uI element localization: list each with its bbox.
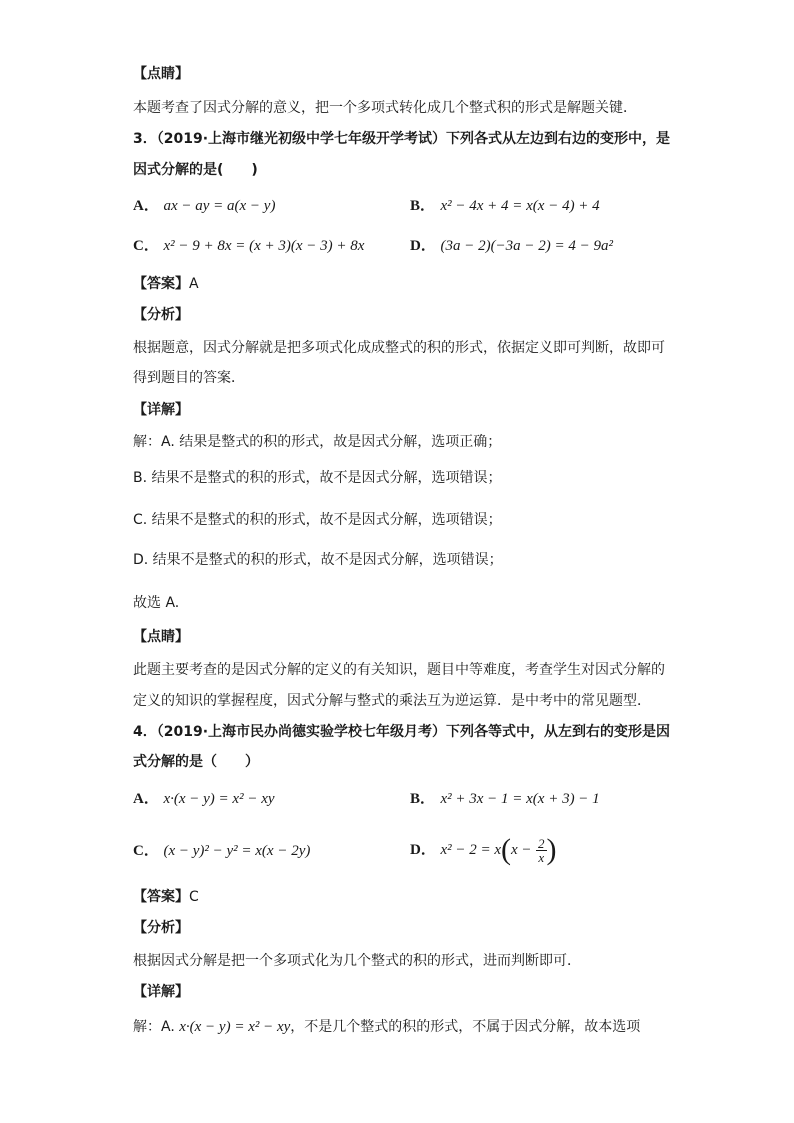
q4-option-d-inner: x − bbox=[511, 842, 532, 858]
q4-option-d-denominator: x bbox=[538, 849, 545, 865]
q3-conclusion: 故选 A. bbox=[133, 595, 180, 611]
q4-detail-a bbox=[133, 1017, 640, 1037]
q3-analysis-text: 根据题意，因式分解就是把多项式化成成整式的积的形式，依据定义即可判断，故即可 bbox=[133, 340, 665, 356]
q4-answer bbox=[133, 887, 199, 907]
q3-option-a-label: A． bbox=[133, 198, 159, 214]
q3-analysis-heading: 【分析】 bbox=[133, 307, 189, 323]
q4-option-a bbox=[133, 789, 275, 809]
q3-detail-b: B. 结果不是整式的积的形式，故不是因式分解，选项错误； bbox=[133, 470, 502, 486]
question-3-stem: 3．（2019·上海市继光初级中学七年级开学考试）下列各式从左边到右边的变形中，是 bbox=[133, 131, 671, 147]
q4-option-d-label: D． bbox=[410, 842, 436, 858]
q3-answer-value: A bbox=[189, 276, 199, 292]
q4-option-c-label: C． bbox=[133, 843, 159, 859]
dianjing-heading: 【点睛】 bbox=[133, 66, 189, 82]
q3-option-b-label: B． bbox=[410, 198, 436, 214]
q3-option-b-expr: x² − 4x + 4 = x(x − 4) + 4 bbox=[440, 198, 600, 214]
q3-option-c bbox=[133, 236, 364, 256]
q3-option-d-label: D． bbox=[410, 238, 436, 254]
q4-option-d-right-paren: ) bbox=[546, 833, 557, 866]
q4-option-c bbox=[133, 841, 310, 861]
q4-option-d-lhs: x² − 2 = x bbox=[440, 842, 502, 858]
q4-option-b-label: B． bbox=[410, 791, 436, 807]
q4-detail-a-prefix: 解：A. bbox=[133, 1019, 180, 1035]
dianjing-text: 本题考查了因式分解的意义，把一个多项式转化成几个整式积的形式是解题关键． bbox=[133, 100, 637, 116]
question-4-stem: 4．（2019·上海市民办尚德实验学校七年级月考）下列各等式中，从左到右的变形是因 bbox=[133, 724, 671, 740]
q3-detail-d: D. 结果不是整式的积的形式，故不是因式分解，选项错误； bbox=[133, 552, 503, 568]
q3-detail-a: 解：A. 结果是整式的积的形式，故是因式分解，选项正确； bbox=[133, 434, 502, 450]
q4-answer-value: C bbox=[189, 889, 199, 905]
q4-option-d bbox=[410, 828, 557, 872]
q4-analysis-text: 根据因式分解是把一个多项式化为几个整式的积的形式，进而判断即可． bbox=[133, 953, 581, 969]
q4-option-a-label: A． bbox=[133, 791, 159, 807]
q3-option-a bbox=[133, 196, 275, 216]
question-4-stem-cont: 式分解的是（ ） bbox=[133, 754, 259, 770]
q4-detail-a-suffix: ，不是几个整式的积的形式，不属于因式分解，故本选项 bbox=[290, 1019, 641, 1035]
q4-option-b bbox=[410, 789, 600, 809]
q3-option-d bbox=[410, 236, 613, 256]
q4-answer-tag: 【答案】 bbox=[133, 889, 189, 905]
q3-detail-heading: 【详解】 bbox=[133, 402, 189, 418]
q3-dianjing-text: 此题主要考查的是因式分解的定义的有关知识，题目中等难度，考查学生对因式分解的 bbox=[133, 662, 665, 678]
q4-option-d-fraction bbox=[536, 837, 547, 864]
q3-answer bbox=[133, 274, 199, 294]
q3-option-b bbox=[410, 196, 600, 216]
q4-option-a-expr: x·(x − y) = x² − xy bbox=[163, 791, 275, 807]
q3-dianjing-heading: 【点睛】 bbox=[133, 629, 189, 645]
q3-option-c-label: C． bbox=[133, 238, 159, 254]
q3-analysis-text-cont: 得到题目的答案． bbox=[133, 370, 245, 386]
q3-option-c-expr: x² − 9 + 8x = (x + 3)(x − 3) + 8x bbox=[163, 238, 365, 254]
q3-answer-tag: 【答案】 bbox=[133, 276, 189, 292]
q4-option-d-numerator: 2 bbox=[538, 835, 545, 851]
q4-option-d-left-paren: ( bbox=[501, 833, 512, 866]
q4-option-c-expr: (x − y)² − y² = x(x − 2y) bbox=[163, 843, 311, 859]
q3-dianjing-text-cont: 定义的知识的掌握程度，因式分解与整式的乘法互为逆运算．是中考中的常见题型． bbox=[133, 693, 651, 709]
q4-analysis-heading: 【分析】 bbox=[133, 920, 189, 936]
q3-option-a-expr: ax − ay = a(x − y) bbox=[163, 198, 276, 214]
q4-detail-a-expr: x·(x − y) = x² − xy bbox=[179, 1019, 291, 1035]
q3-detail-c: C. 结果不是整式的积的形式，故不是因式分解，选项错误； bbox=[133, 512, 502, 528]
q4-detail-heading: 【详解】 bbox=[133, 984, 189, 1000]
question-3-stem-cont: 因式分解的是( ) bbox=[133, 162, 258, 178]
q3-option-d-expr: (3a − 2)(−3a − 2) = 4 − 9a² bbox=[440, 238, 614, 254]
q4-option-b-expr: x² + 3x − 1 = x(x + 3) − 1 bbox=[440, 791, 600, 807]
